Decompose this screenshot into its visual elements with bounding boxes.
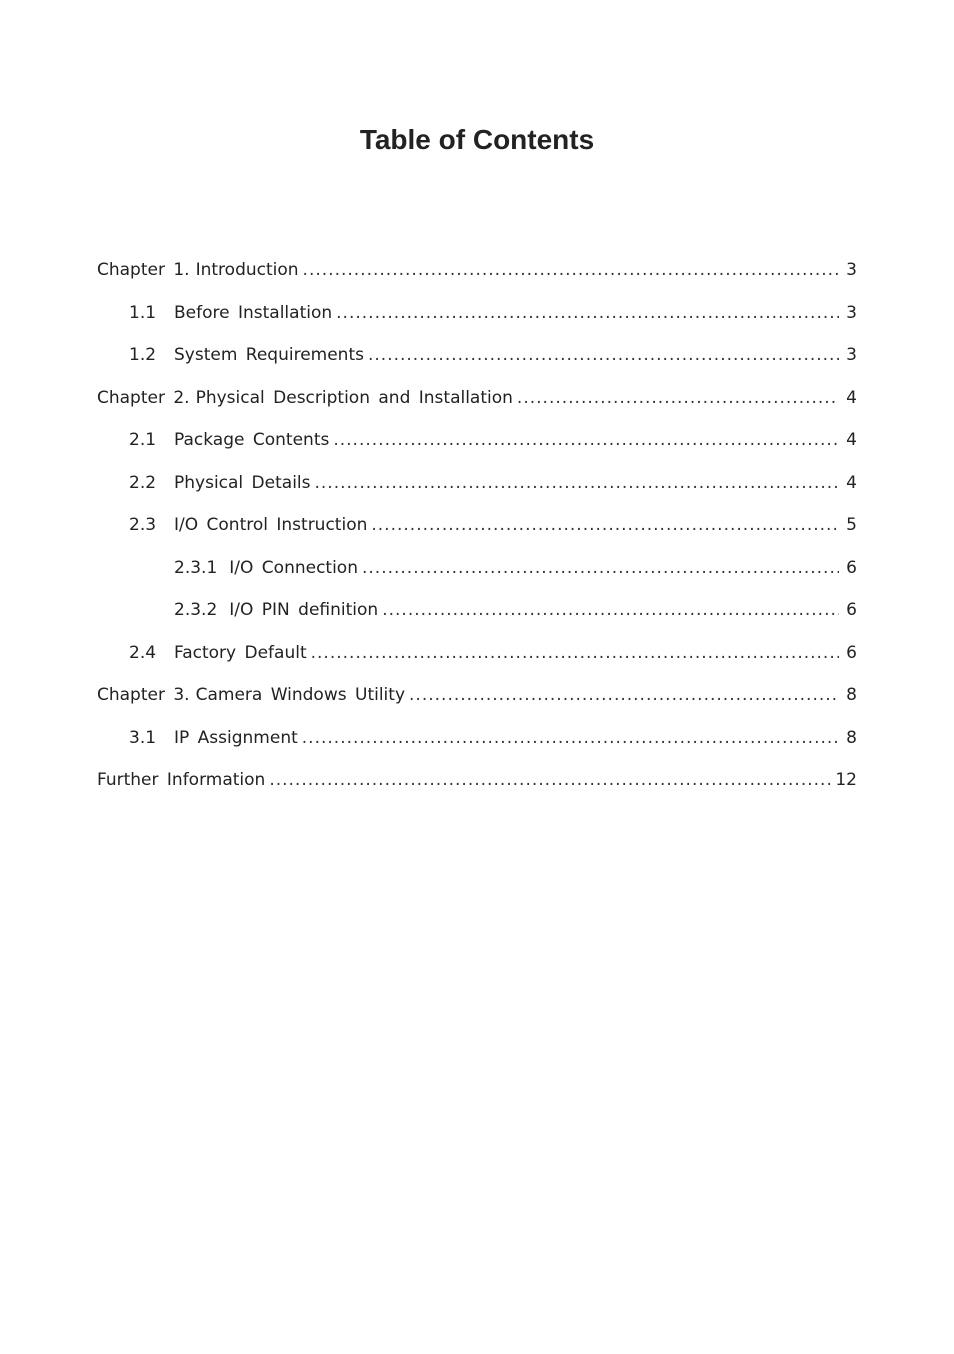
dot-leader <box>333 424 839 456</box>
toc-entry-number: 1.1 <box>129 302 157 323</box>
dot-leader <box>311 637 839 669</box>
toc-entry-number: 2.2 <box>129 472 157 493</box>
toc-entry-number: 2.3 <box>129 515 157 535</box>
toc-entry-number: 2.3.1 <box>174 557 218 578</box>
dot-leader <box>302 722 839 754</box>
toc-entry-title: I/O Control Instruction <box>174 515 368 535</box>
dot-leader <box>315 467 840 499</box>
toc-entry-title: Further Information <box>97 770 266 790</box>
dot-leader <box>517 382 839 414</box>
toc-entry-title: Camera Windows Utility <box>195 685 406 705</box>
toc-entry-chapter-1[interactable] <box>97 254 857 297</box>
toc-entry-number: 2.1 <box>129 430 157 450</box>
dot-leader <box>269 764 831 796</box>
toc-entry-title: Factory Default <box>174 642 307 663</box>
toc-entry-title: IP Assignment <box>174 727 298 748</box>
toc-entry-page: 4 <box>846 472 857 493</box>
dot-leader <box>409 679 839 711</box>
page-title: Table of Contents <box>359 124 595 155</box>
toc-entry-1-2[interactable] <box>97 339 857 382</box>
toc-entry-page: 6 <box>846 642 857 663</box>
toc-entry-number: 2.4 <box>129 642 157 663</box>
toc-entry-1-1[interactable] <box>97 297 857 340</box>
toc-entry-2-3[interactable] <box>97 509 857 552</box>
toc-entry-title: I/O Connection <box>229 557 358 578</box>
toc-entry-title: Physical Description and Installation <box>195 387 513 408</box>
toc-entry-page: 6 <box>846 557 857 578</box>
toc-entry-page: 4 <box>846 430 857 450</box>
toc-entry-2-3-1[interactable] <box>97 552 857 595</box>
dot-leader <box>368 339 839 371</box>
toc-entry-number: Chapter 2. <box>97 387 190 408</box>
toc-entry-2-4[interactable] <box>97 637 857 680</box>
toc-entry-page: 3 <box>846 345 857 365</box>
toc-entry-title: System Requirements <box>174 345 364 365</box>
toc-entry-number: Chapter 1. <box>97 260 190 280</box>
toc-entry-number: Chapter 3. <box>97 685 190 705</box>
toc-entry-title: Physical Details <box>174 472 311 493</box>
dot-leader <box>303 254 839 286</box>
toc-entry-page: 5 <box>846 515 857 535</box>
toc-entry-page: 4 <box>846 387 857 408</box>
toc-entry-chapter-2[interactable] <box>97 382 857 425</box>
dot-leader <box>362 552 839 584</box>
toc-entry-2-2[interactable] <box>97 467 857 510</box>
toc-entry-number: 3.1 <box>129 727 157 748</box>
toc-entry-title: Before Installation <box>174 302 333 323</box>
toc-entry-number: 2.3.2 <box>174 600 218 620</box>
table-of-contents <box>97 254 857 807</box>
toc-entry-2-3-2[interactable] <box>97 594 857 637</box>
toc-entry-title: Introduction <box>195 260 299 280</box>
toc-entry-page: 8 <box>846 685 857 705</box>
dot-leader <box>336 297 839 329</box>
toc-entry-page: 3 <box>846 302 857 323</box>
dot-leader <box>371 509 839 541</box>
toc-entry-page: 8 <box>846 727 857 748</box>
toc-entry-page: 12 <box>835 770 857 790</box>
toc-entry-3-1[interactable] <box>97 722 857 765</box>
toc-entry-chapter-3[interactable] <box>97 679 857 722</box>
dot-leader <box>382 594 839 626</box>
toc-entry-number: 1.2 <box>129 345 157 365</box>
toc-entry-title: Package Contents <box>174 430 330 450</box>
toc-entry-title: I/O PIN definition <box>229 600 379 620</box>
toc-entry-2-1[interactable] <box>97 424 857 467</box>
toc-entry-further-information[interactable] <box>97 764 857 807</box>
toc-entry-page: 6 <box>846 600 857 620</box>
toc-entry-page: 3 <box>846 260 857 280</box>
